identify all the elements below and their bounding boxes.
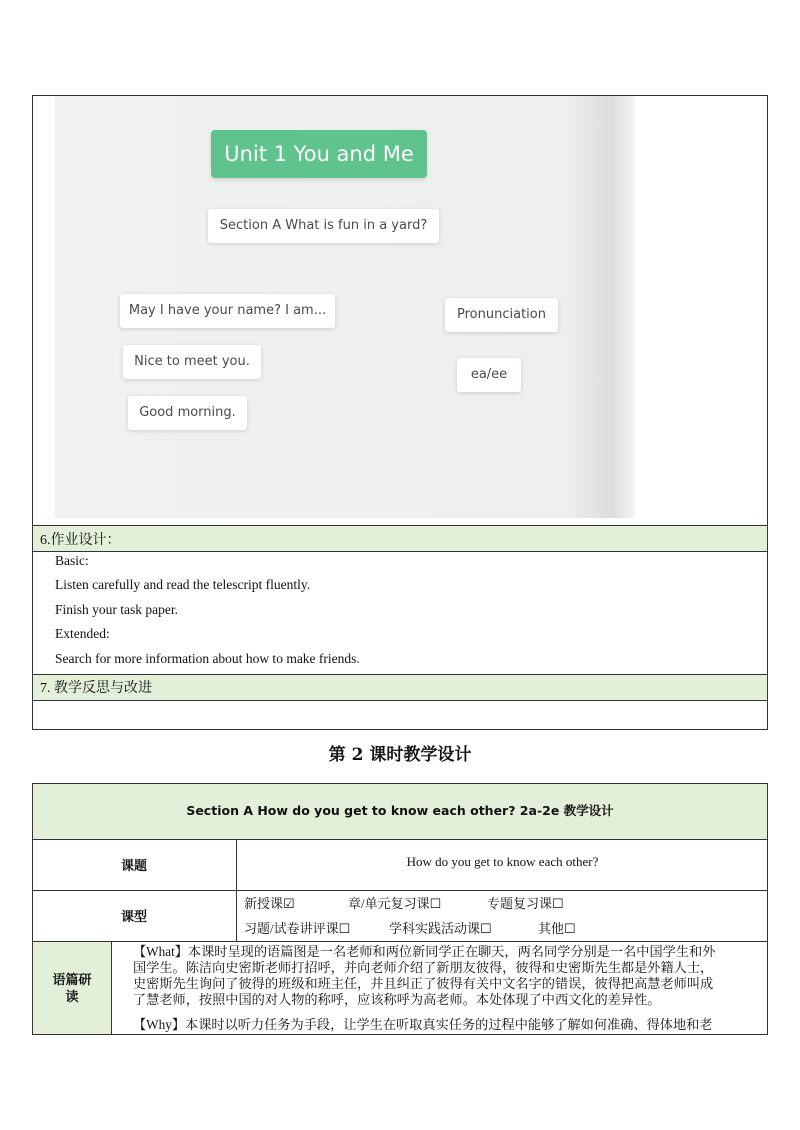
phrase-chip-meet: Nice to meet you. [123,345,261,379]
divider [111,942,112,1034]
type-label: 课型 [120,910,147,925]
what-line: 史密斯先生询问了彼得的班级和班主任，并且纠正了彼得有关中文名字的错误，彼得把高慧老师叫成 [133,976,714,991]
topic-label: 课题 [120,859,147,874]
type-option: 习题/试卷讲评课☐ [244,921,351,936]
homework-line: Finish your task paper. [55,602,178,617]
homework-header-bg [33,526,767,551]
divider [32,551,768,552]
divider [32,839,768,840]
phrase-chip-name: May I have your name? I am... [120,294,335,328]
homework-line: Basic: [55,553,89,568]
phrase-chip-morning: Good morning. [128,396,247,430]
reflection-heading: 7. 教学反思与改进 [40,681,152,696]
topic-value: How do you get to know each other? [406,854,599,869]
slide-section-chip: Section A What is fun in a yard? [208,209,439,243]
lesson-header: Section A How do you get to know each other? 2a-2e 教学设计 [186,803,614,818]
analysis-label-line-2: 读 [65,990,79,1005]
divider [32,941,768,942]
lesson-2-title: 第 2 课时教学设计 [328,745,472,765]
slide-title: Unit 1 You and Me [211,130,427,178]
why-line: 【Why】本课时以听力任务为手段，让学生在听取真实任务的过程中能够了解如何准确、得体地和老 [133,1017,713,1032]
homework-heading: 6.作业设计： [40,533,121,548]
what-line: 了慧老师，按照中国的对人物的称呼，应该称呼为高老师。本处体现了中西文化的差异性。 [133,992,661,1007]
type-option: 章/单元复习课☐ [348,896,442,911]
type-option: 专题复习课☐ [487,896,564,911]
divider [32,890,768,891]
type-option: 新授课☑ [244,896,295,911]
type-option: 学科实践活动课☐ [389,921,492,936]
analysis-label-line-1: 语篇研 [52,973,92,988]
homework-line: Search for more information about how to make friends. [55,651,360,666]
what-line: 【What】本课时呈现的语篇图是一名老师和两位新同学正在聊天，两名同学分别是一名中国学生和外 [133,944,716,959]
homework-line: Extended: [55,626,110,641]
homework-line: Listen carefully and read the telescript fluently. [55,577,311,592]
what-line: 国学生。陈洁向史密斯老师打招呼，并向老师介绍了新朋友彼得，彼得和史密斯先生都是外籍人士， [133,960,714,975]
type-option: 其他☐ [538,921,576,936]
sound-chip: ea/ee [457,358,521,392]
divider [32,700,768,701]
pronunciation-chip: Pronunciation [445,298,558,332]
